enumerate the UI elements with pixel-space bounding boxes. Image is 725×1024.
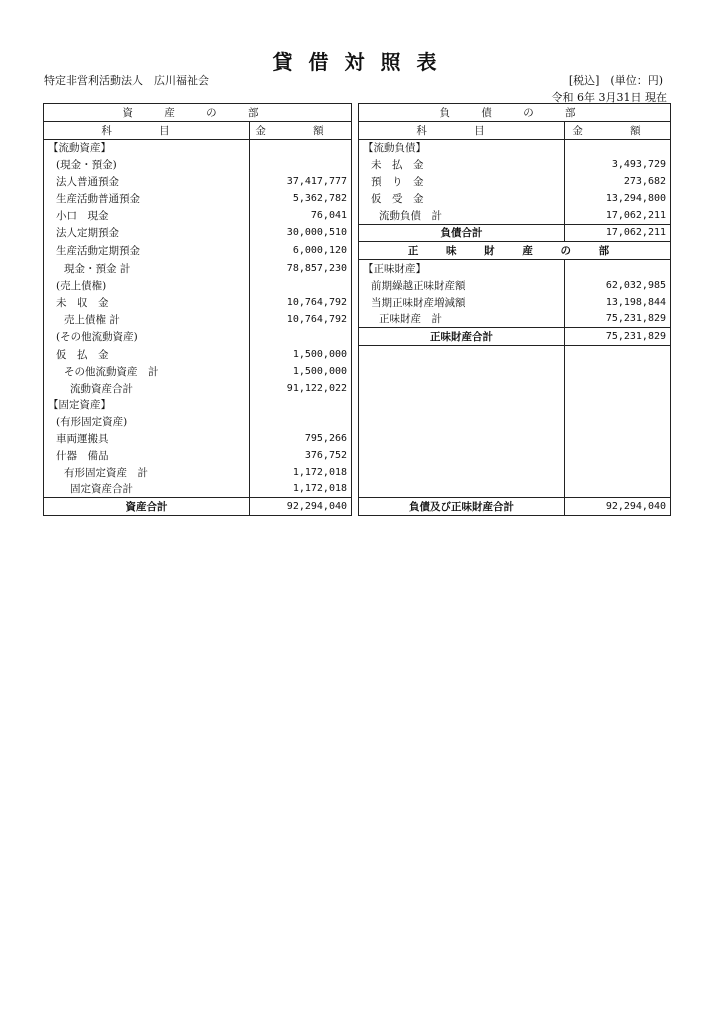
asset-label: 流動資産合計 [44,380,250,397]
asset-label: 【固定資産】 [44,397,250,414]
organization-name: 特定非営利活動法人 広川福祉会 [44,74,209,87]
net-asset-amount [565,260,671,277]
liability-amount: 273,682 [565,173,671,190]
empty-cell [359,397,565,414]
liabilities-amount-column-header: 金 額 [565,121,671,139]
liabilities-section-header: 負 債 の 部 [359,104,671,122]
asset-amount: 795,266 [250,430,352,447]
asset-label: 仮 払 金 [44,346,250,363]
net-assets-section-header: 正 味 財 産 の 部 [359,242,671,260]
empty-cell [565,380,671,397]
net-asset-amount: 13,198,844 [565,294,671,311]
asset-amount: 1,500,000 [250,363,352,380]
asset-amount: 76,041 [250,207,352,224]
empty-cell [359,481,565,498]
assets-item-column-header: 科 目 [44,121,250,139]
liability-amount: 3,493,729 [565,156,671,173]
asset-label: (その他流動資産) [44,328,250,346]
asset-amount: 1,172,018 [250,464,352,481]
asset-amount [250,277,352,294]
grand-total-label: 負債及び正味財産合計 [359,498,565,516]
liability-amount: 13,294,800 [565,190,671,207]
liabilities-total-label: 負債合計 [359,224,565,242]
asset-label: 未 収 金 [44,294,250,311]
net-assets-total-amount: 75,231,829 [565,328,671,346]
empty-cell [359,346,565,363]
asset-amount: 10,764,792 [250,294,352,311]
net-asset-label: 正味財産 計 [359,311,565,328]
assets-amount-column-header: 金 額 [250,121,352,139]
net-assets-total-label: 正味財産合計 [359,328,565,346]
asset-amount: 6,000,120 [250,242,352,260]
asset-amount: 78,857,230 [250,260,352,277]
asset-amount [250,328,352,346]
assets-section-header: 資 産 の 部 [44,104,352,122]
empty-cell [359,430,565,447]
asset-label: 什器 備品 [44,447,250,464]
asset-label: 売上債権 計 [44,311,250,328]
net-asset-amount: 62,032,985 [565,277,671,294]
liabilities-total-amount: 17,062,211 [565,224,671,242]
empty-cell [565,481,671,498]
asset-label: 生産活動普通預金 [44,190,250,207]
asset-label: (売上債権) [44,277,250,294]
asset-label: 法人普通預金 [44,173,250,190]
asset-amount: 91,122,022 [250,380,352,397]
asset-amount: 37,417,777 [250,173,352,190]
asset-label: (現金・預金) [44,156,250,173]
asset-amount [250,413,352,430]
empty-cell [565,447,671,464]
asset-label: 固定資産合計 [44,481,250,498]
asset-label: (有形固定資産) [44,413,250,430]
liability-amount: 17,062,211 [565,207,671,224]
net-asset-amount: 75,231,829 [565,311,671,328]
asset-label: 法人定期預金 [44,224,250,242]
unit-note: [税込] (単位：円) [568,74,663,87]
liability-label: 流動負債 計 [359,207,565,224]
asset-amount: 10,764,792 [250,311,352,328]
empty-cell [565,430,671,447]
net-asset-label: 【正味財産】 [359,260,565,277]
net-asset-label: 前期繰越正味財産額 [359,277,565,294]
empty-cell [359,363,565,380]
asset-label: その他流動資産 計 [44,363,250,380]
empty-cell [359,447,565,464]
asset-label: 生産活動定期預金 [44,242,250,260]
asset-amount: 5,362,782 [250,190,352,207]
asset-label: 車両運搬具 [44,430,250,447]
asset-amount: 376,752 [250,447,352,464]
empty-cell [565,363,671,380]
empty-cell [359,464,565,481]
liability-amount [565,139,671,156]
empty-cell [359,413,565,430]
asset-label: 有形固定資産 計 [44,464,250,481]
liabilities-item-column-header: 科 目 [359,121,565,139]
document-title: 貸借対照表 [272,50,453,74]
empty-cell [565,397,671,414]
asset-amount [250,397,352,414]
assets-total-amount: 92,294,040 [250,498,352,516]
asset-amount: 1,500,000 [250,346,352,363]
asset-amount [250,156,352,173]
asset-label: 【流動資産】 [44,139,250,156]
empty-cell [565,413,671,430]
liability-label: 【流動負債】 [359,139,565,156]
asset-amount: 1,172,018 [250,481,352,498]
asset-label: 小口 現金 [44,207,250,224]
liability-label: 未 払 金 [359,156,565,173]
as-of-date: 令和 6年 3月31日 現在 [551,91,667,104]
net-asset-label: 当期正味財産増減額 [359,294,565,311]
assets-total-label: 資産合計 [44,498,250,516]
empty-cell [359,380,565,397]
asset-amount: 30,000,510 [250,224,352,242]
asset-label: 現金・預金 計 [44,260,250,277]
empty-cell [565,346,671,363]
balance-sheet-table [43,103,671,516]
liability-label: 仮 受 金 [359,190,565,207]
asset-amount [250,139,352,156]
grand-total-amount: 92,294,040 [565,498,671,516]
empty-cell [565,464,671,481]
liability-label: 預 り 金 [359,173,565,190]
